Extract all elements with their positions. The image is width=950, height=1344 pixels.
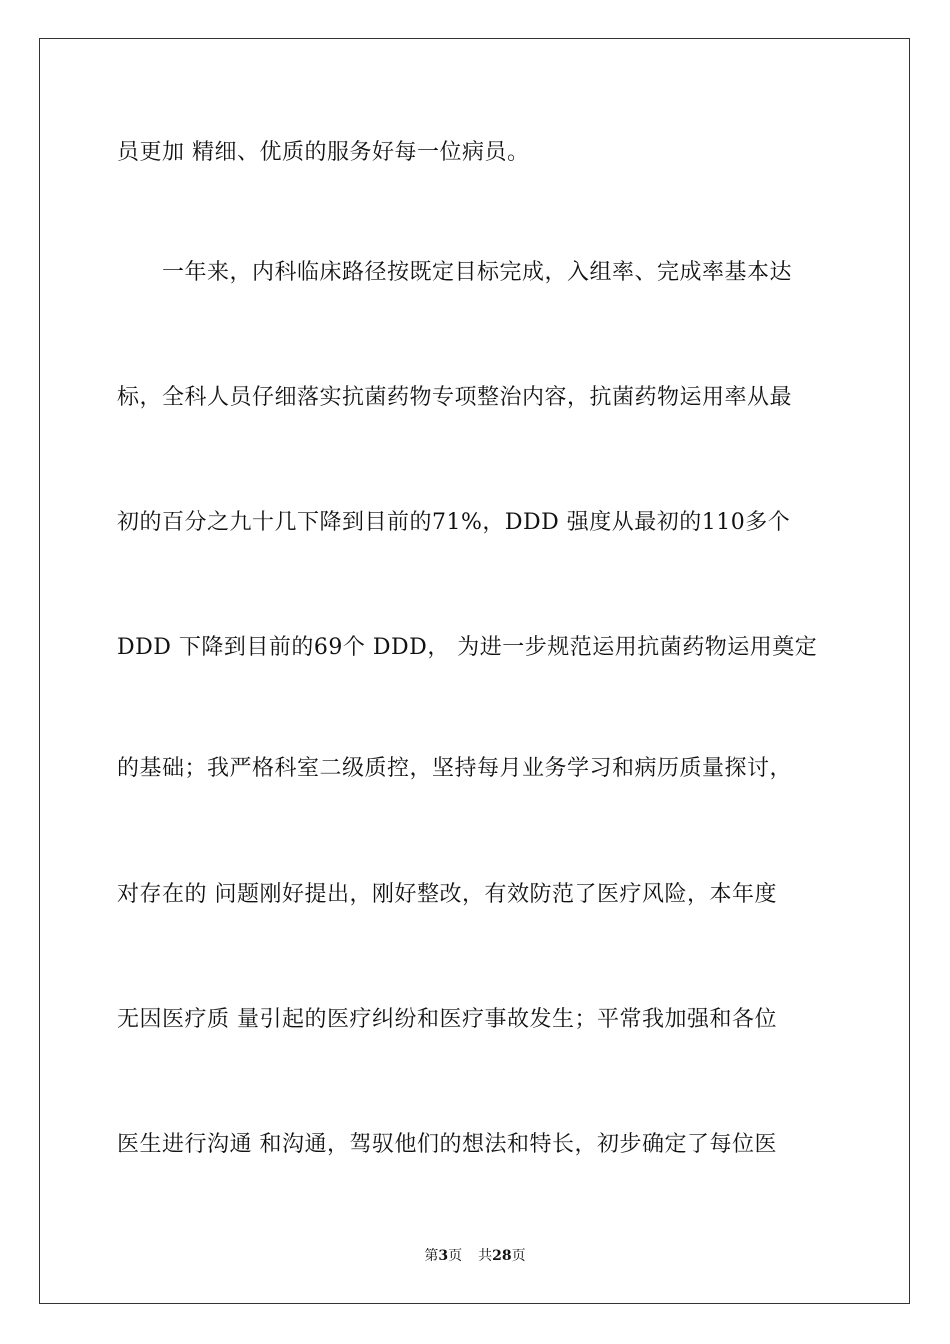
body-line-3: 标，全科人员仔细落实抗菌药物专项整治内容，抗菌药物运用率从最 <box>117 385 793 410</box>
footer-page-suffix: 页 <box>448 1248 463 1264</box>
body-line-9: 医生进行沟通 和沟通，驾驭他们的想法和特长，初步确定了每位医 <box>117 1132 777 1157</box>
footer-total-pages: 28 <box>492 1248 512 1264</box>
footer-page-number: 3 <box>438 1248 449 1264</box>
page-frame <box>39 38 910 1304</box>
body-line-8: 无因医疗质 量引起的医疗纠纷和医疗事故发生；平常我加强和各位 <box>117 1007 777 1032</box>
footer-prefix: 第 <box>424 1248 439 1264</box>
body-line-4: 初的百分之九十几下降到目前的71%，DDD 强度从最初的110多个 <box>117 510 791 535</box>
page-footer <box>0 1246 950 1266</box>
body-line-1: 员更加 精细、优质的服务好每一位病员。 <box>117 140 530 165</box>
footer-total-prefix: 共 <box>478 1248 493 1264</box>
body-line-2: 一年来，内科临床路径按既定目标完成，入组率、完成率基本达 <box>117 260 793 285</box>
body-line-7: 对存在的 问题刚好提出，刚好整改，有效防范了医疗风险，本年度 <box>117 882 777 907</box>
footer-total-suffix: 页 <box>511 1248 526 1264</box>
body-line-6: 的基础；我严格科室二级质控，坚持每月业务学习和病历质量探讨， <box>117 756 793 781</box>
body-line-5: DDD 下降到目前的69个 DDD， 为进一步规范运用抗菌药物运用奠定 <box>117 635 818 660</box>
